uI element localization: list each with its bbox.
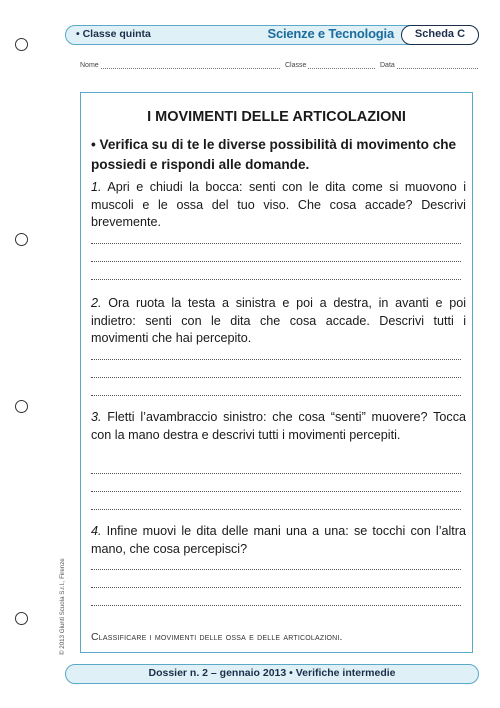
question-text: Fletti l’avambraccio sinistro: che cosa “senti” muovere? Tocca con la mano destra e descrivi tutti i movimenti percepiti. (91, 410, 466, 442)
answer-line[interactable] (91, 587, 461, 588)
binder-hole-1 (15, 38, 28, 51)
date-field[interactable] (380, 62, 478, 69)
question-2 (91, 295, 466, 348)
binder-hole-4 (15, 612, 28, 625)
header-bar (65, 25, 479, 45)
binder-hole-3 (15, 400, 28, 413)
answer-line[interactable] (91, 491, 461, 492)
question-number: 4. (91, 524, 102, 538)
question-number: 1. (91, 180, 102, 194)
answer-line[interactable] (91, 359, 461, 360)
question-text: Apri e chiudi la bocca: senti con le dita come si muovono i muscoli e le ossa del tuo viso. Che cosa accade? Descrivi brevemente. (91, 180, 466, 229)
question-1 (91, 179, 466, 232)
answer-line[interactable] (91, 473, 461, 474)
worksheet-box (80, 92, 473, 653)
answer-line[interactable] (91, 605, 461, 606)
class-field[interactable] (285, 62, 375, 69)
learning-objective: Classificare i movimenti delle ossa e delle articolazioni. (91, 631, 343, 643)
worksheet-title: I MOVIMENTI DELLE ARTICOLAZIONI (147, 109, 406, 125)
binder-hole-2 (15, 233, 28, 246)
answer-line[interactable] (91, 377, 461, 378)
answer-line[interactable] (91, 261, 461, 262)
question-text: Infine muovi le dita delle mani una a una: se tocchi con l’altra mano, che cosa percepisci? (91, 524, 466, 556)
answer-line[interactable] (91, 279, 461, 280)
footer-bar: Dossier n. 2 – gennaio 2013 • Verifiche intermedie (65, 664, 479, 684)
question-3 (91, 409, 466, 444)
answer-line[interactable] (91, 243, 461, 244)
class-label: • Classe quinta (76, 28, 151, 40)
name-label: Nome (80, 62, 99, 69)
copyright-notice: © 2013 Giunti Scuola S.r.l., Firenze (59, 558, 66, 655)
answer-line[interactable] (91, 509, 461, 510)
student-fields (80, 62, 478, 74)
question-number: 3. (91, 410, 102, 424)
class-field-label: Classe (285, 62, 307, 69)
answer-line[interactable] (91, 395, 461, 396)
answer-line[interactable] (91, 569, 461, 570)
subject-title: Scienze e Tecnologia (267, 26, 394, 41)
question-number: 2. (91, 296, 102, 310)
name-field[interactable] (80, 62, 280, 69)
date-label: Data (380, 62, 395, 69)
question-4 (91, 523, 466, 558)
question-text: Ora ruota la testa a sinistra e poi a destra, in avanti e poi indietro: senti con le dita che cosa accade. Descrivi tutti i movimenti che hai percepito. (91, 296, 466, 345)
scheda-badge: Scheda C (401, 25, 479, 45)
instructions: • Verifica su di te le diverse possibilità di movimento che possiedi e rispondi alle domande. (91, 137, 457, 172)
